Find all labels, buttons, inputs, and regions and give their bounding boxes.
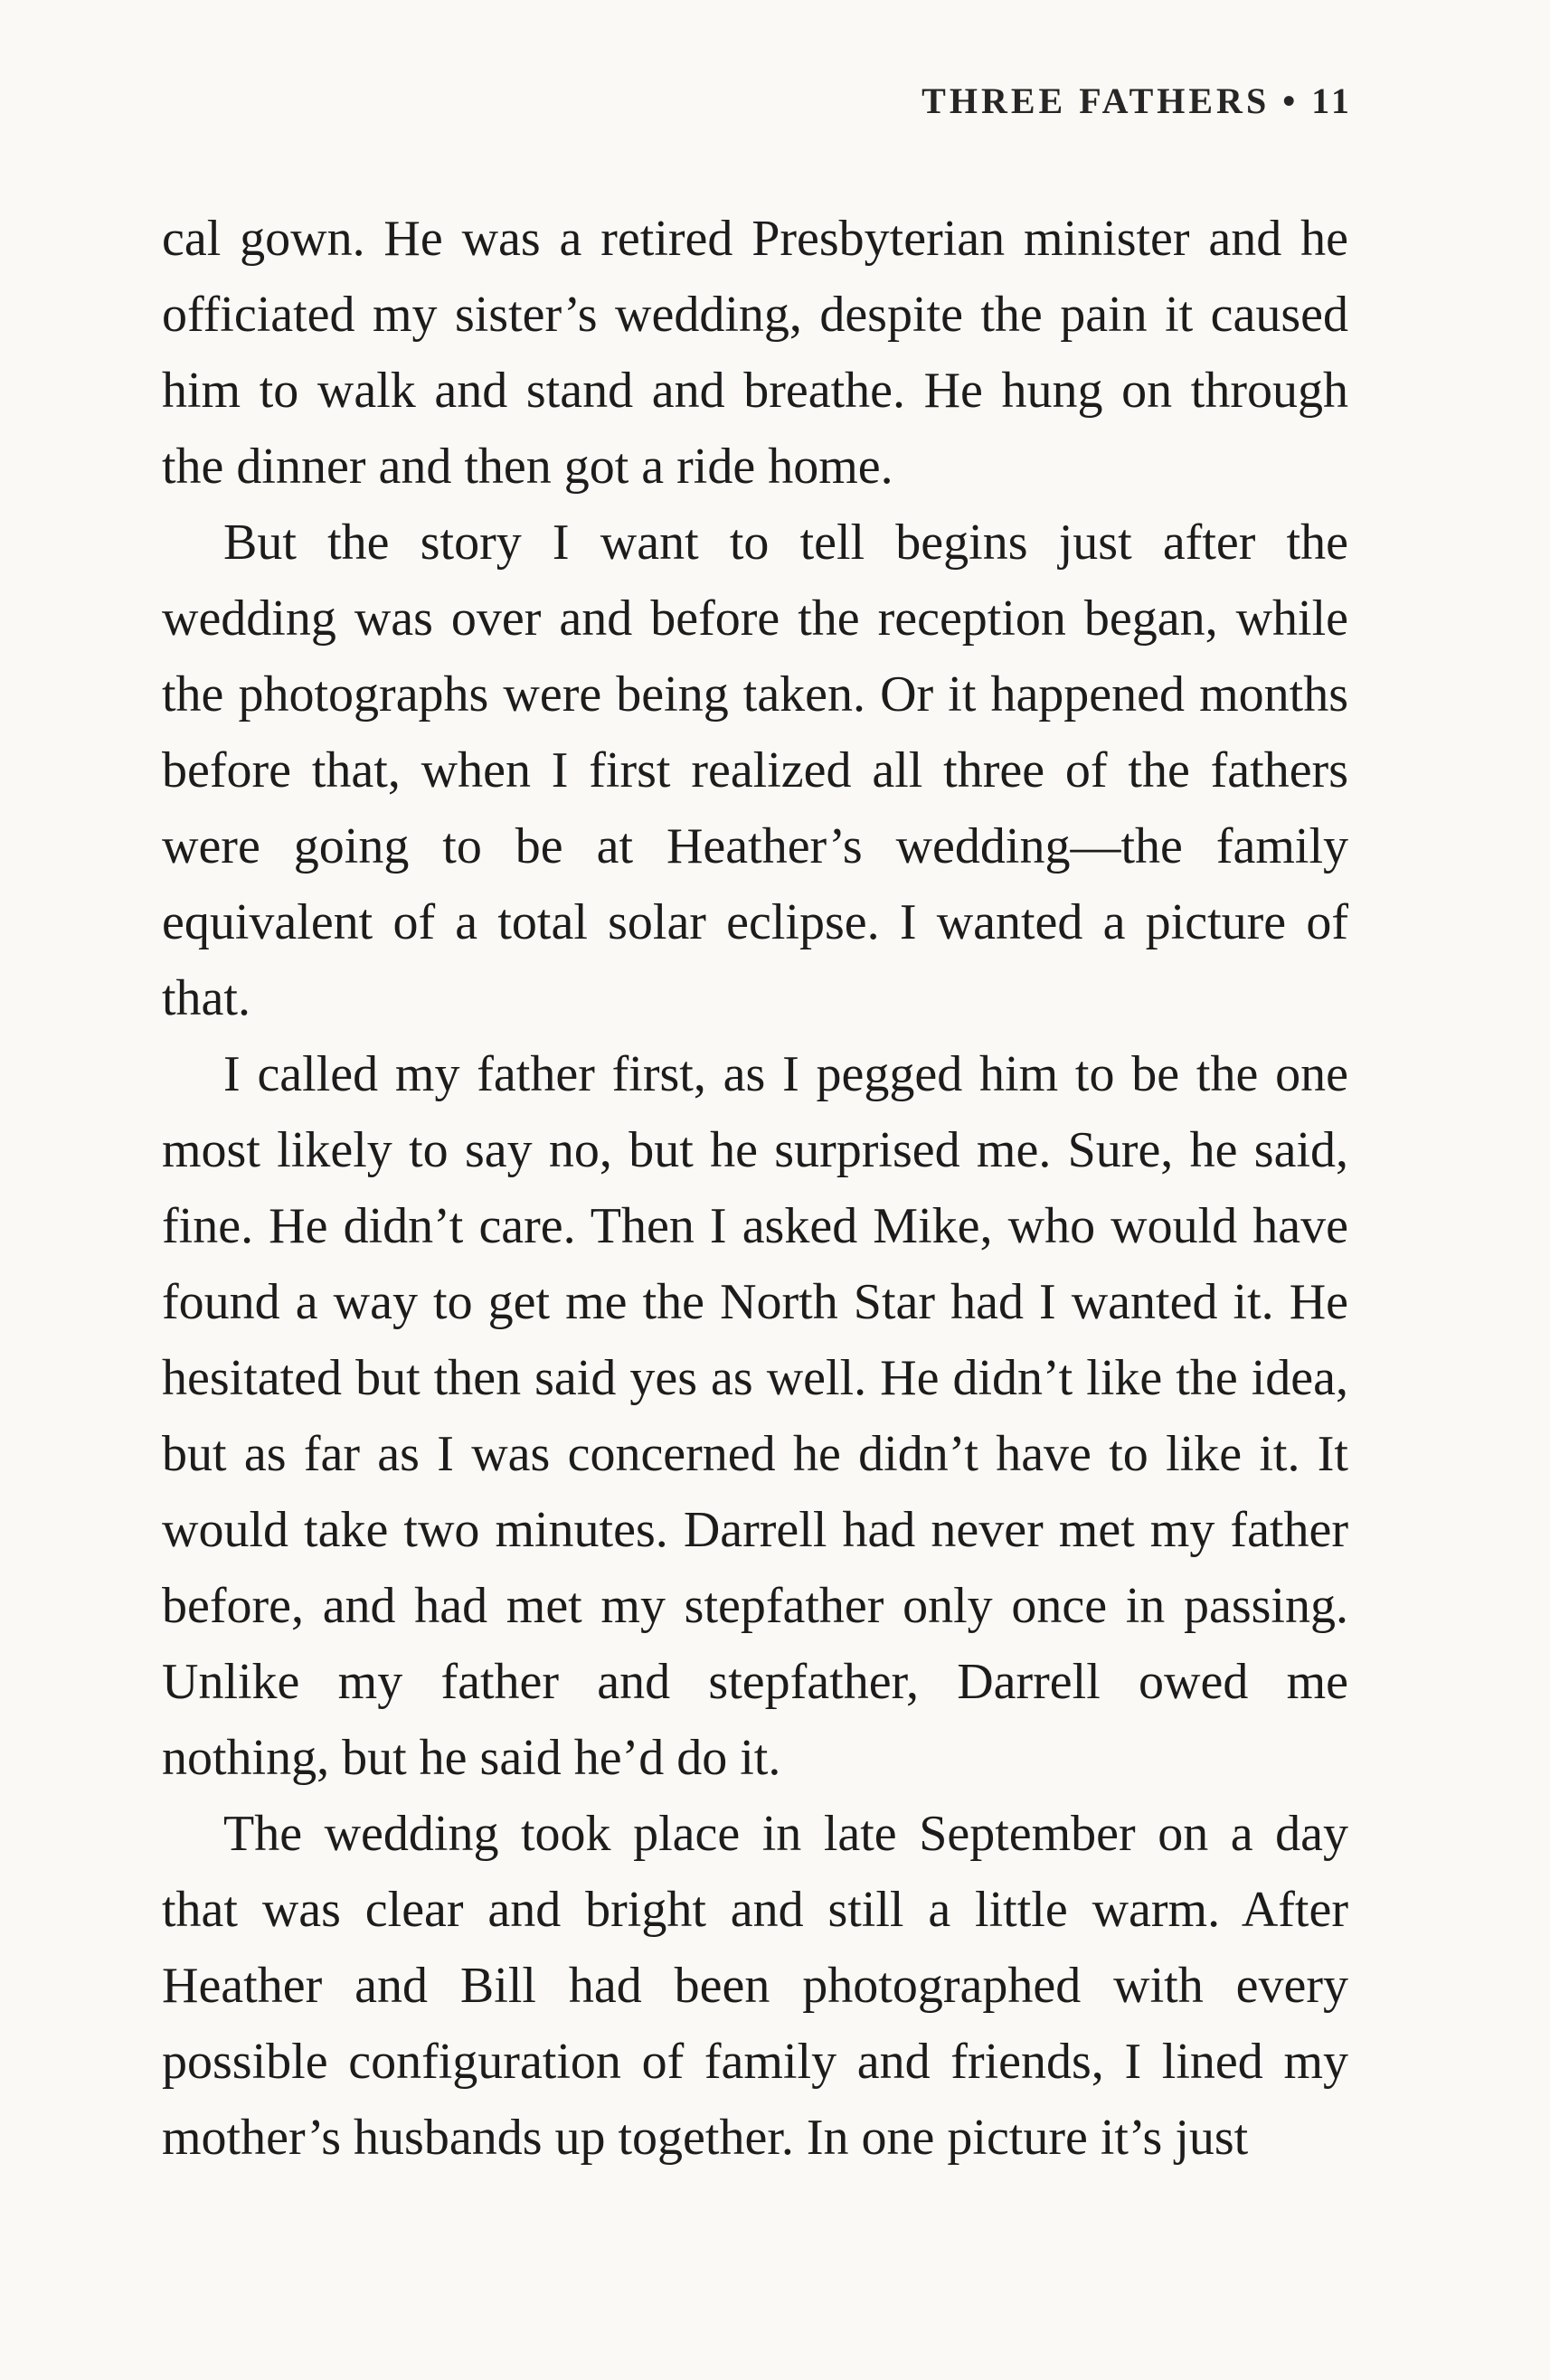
running-head	[921, 80, 1353, 122]
running-title: THREE FATHERS	[921, 80, 1271, 121]
paragraph-continued: cal gown. He was a retired Presbyterian minister and he officiated my sister’s wedding, despite the pain it caused him to walk and stand and breathe. He hung on through the dinner and then got a ride home.	[162, 211, 1348, 495]
paragraph: But the story I want to tell begins just after the wedding was over and before the reception began, while the photographs were being taken. Or it happened months before that, when I first realized all three of the fathers were going to be at Heather’s wedding—the family equivalent of a total solar eclipse. I wanted a picture of that.	[162, 515, 1348, 1026]
paragraph: The wedding took place in late September on a day that was clear and bright and still a little warm. After Heather and Bill had been photographed with every possible configuration of family and friends, I lined my mother’s husbands up together. In one picture it’s just	[162, 1806, 1348, 2166]
paragraph: I called my father first, as I pegged him to be the one most likely to say no, but he surprised me. Sure, he said, fine. He didn’t care. Then I asked Mike, who would have found a way to get me the North Star had I wanted it. He hesitated but then said yes as well. He didn’t like the idea, but as far as I was concerned he didn’t have to like it. It would take two minutes. Darrell had never met my father before, and had met my stepfather only once in passing. Unlike my father and stepfather, Darrell owed me nothing, but he said he’d do it.	[162, 1046, 1348, 1786]
page-number: 11	[1311, 80, 1353, 121]
header-separator: •	[1282, 80, 1300, 121]
body-text	[162, 201, 1348, 2176]
